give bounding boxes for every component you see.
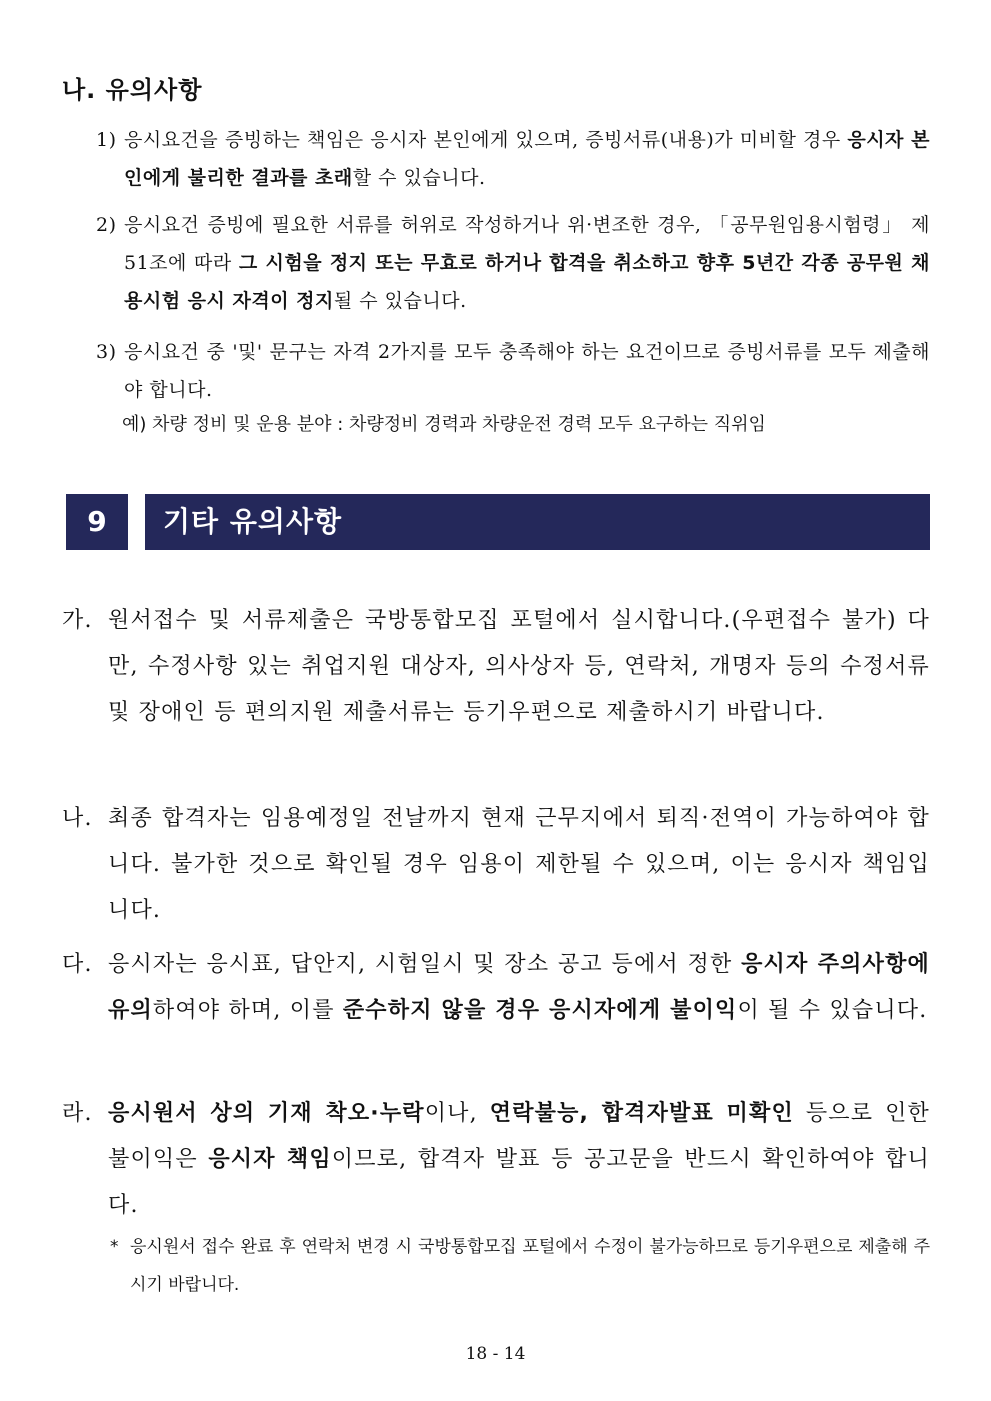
page-number: 18 - 14 [465, 1344, 526, 1364]
item-text: 할 수 있습니다. [352, 167, 486, 189]
paragraph-bold-text: 응시자 책임 [208, 1147, 332, 1172]
footnote-marker: * [110, 1237, 119, 1257]
paragraph-label: 가. [62, 608, 93, 633]
note-item-2 [96, 206, 930, 320]
section-title: 기타 유의사항 [145, 494, 930, 550]
item-body [96, 206, 930, 320]
paragraph-text: 원서접수 및 서류제출은 국방통합모집 포털에서 실시합니다.(우편접수 불가) 다만, 수정사항 있는 취업지원 대상자, 의사상자 등, 연락처, 개명자 등의 수정서류 및 장애인 등 편의지원 제출서류는 등기우편으로 제출하시기 바랍니다. [108, 608, 930, 725]
paragraph-da [62, 942, 930, 1034]
paragraph-text: 응시자는 응시표, 답안지, 시험일시 및 장소 공고 등에서 정한 [108, 952, 742, 977]
paragraph-bold-text: 연락불능, 합격자발표 미확인 [489, 1101, 794, 1126]
item-bold-text: 그 시험을 정지 또는 무효로 하거나 합격을 취소하고 향후 5년간 각종 공무원 채용시험 응시 자격이 정지 [124, 252, 930, 312]
paragraph-label: 다. [62, 952, 93, 977]
item-body [96, 121, 930, 197]
item-text: 응시요건 증빙에 필요한 서류를 허위로 작성하거나 위·변조한 경우, 「공무원임용시험령」 제51조에 따라 [124, 214, 930, 274]
item-text: 응시요건을 증빙하는 책임은 응시자 본인에게 있으며, 증빙서류(내용)가 미비할 경우 [124, 129, 848, 151]
item-number: 3) [96, 341, 117, 363]
paragraph-ra [62, 1091, 930, 1229]
paragraph-ga [62, 598, 930, 736]
paragraph-label: 나. [62, 806, 93, 831]
paragraph-text: 이 될 수 있습니다. [737, 998, 928, 1023]
paragraph-text: 등으로 인한 불이익은 [108, 1101, 930, 1172]
section-number-badge: 9 [66, 494, 128, 550]
subsection-heading: 나. 유의사항 [62, 76, 203, 104]
example-line: 예) 차량 정비 및 운용 분야 : 차량정비 경력과 차량운전 경력 모두 요구하는 직위임 [122, 414, 766, 435]
item-body: 응시요건 중 '및' 문구는 자격 2가지를 모두 충족해야 하는 요건이므로 증빙서류를 모두 제출해야 합니다. [124, 341, 930, 401]
item-bold-text: 응시자 본인에게 불리한 결과를 초래 [124, 129, 930, 189]
paragraph-bold-text: 준수하지 않을 경우 응시자에게 불이익 [342, 998, 738, 1023]
paragraph-bold-text: 응시자 주의사항에 유의 [108, 952, 930, 1023]
note-item-1 [96, 121, 930, 197]
item-number: 2) [96, 214, 117, 236]
footnote [110, 1228, 930, 1304]
item-text: 될 수 있습니다. [333, 290, 467, 312]
note-item-3 [96, 333, 930, 409]
paragraph-text: 하여야 하며, 이를 [152, 998, 343, 1023]
paragraph-label: 라. [62, 1101, 93, 1126]
paragraph-text: 이므로, 합격자 발표 등 공고문을 반드시 확인하여야 합니다. [108, 1147, 930, 1218]
paragraph-na [62, 796, 930, 934]
item-number: 1) [96, 129, 117, 151]
paragraph-text: 최종 합격자는 임용예정일 전날까지 현재 근무지에서 퇴직·전역이 가능하여야 합니다. 불가한 것으로 확인될 경우 임용이 제한될 수 있으며, 이는 응시자 책임입니다. [108, 806, 930, 923]
footnote-text: 응시원서 접수 완료 후 연락처 변경 시 국방통합모집 포털에서 수정이 불가능하므로 등기우편으로 제출해 주시기 바랍니다. [130, 1237, 930, 1295]
paragraph-text: 이나, [424, 1101, 490, 1126]
paragraph-bold-text: 응시원서 상의 기재 착오·누락 [108, 1101, 425, 1126]
